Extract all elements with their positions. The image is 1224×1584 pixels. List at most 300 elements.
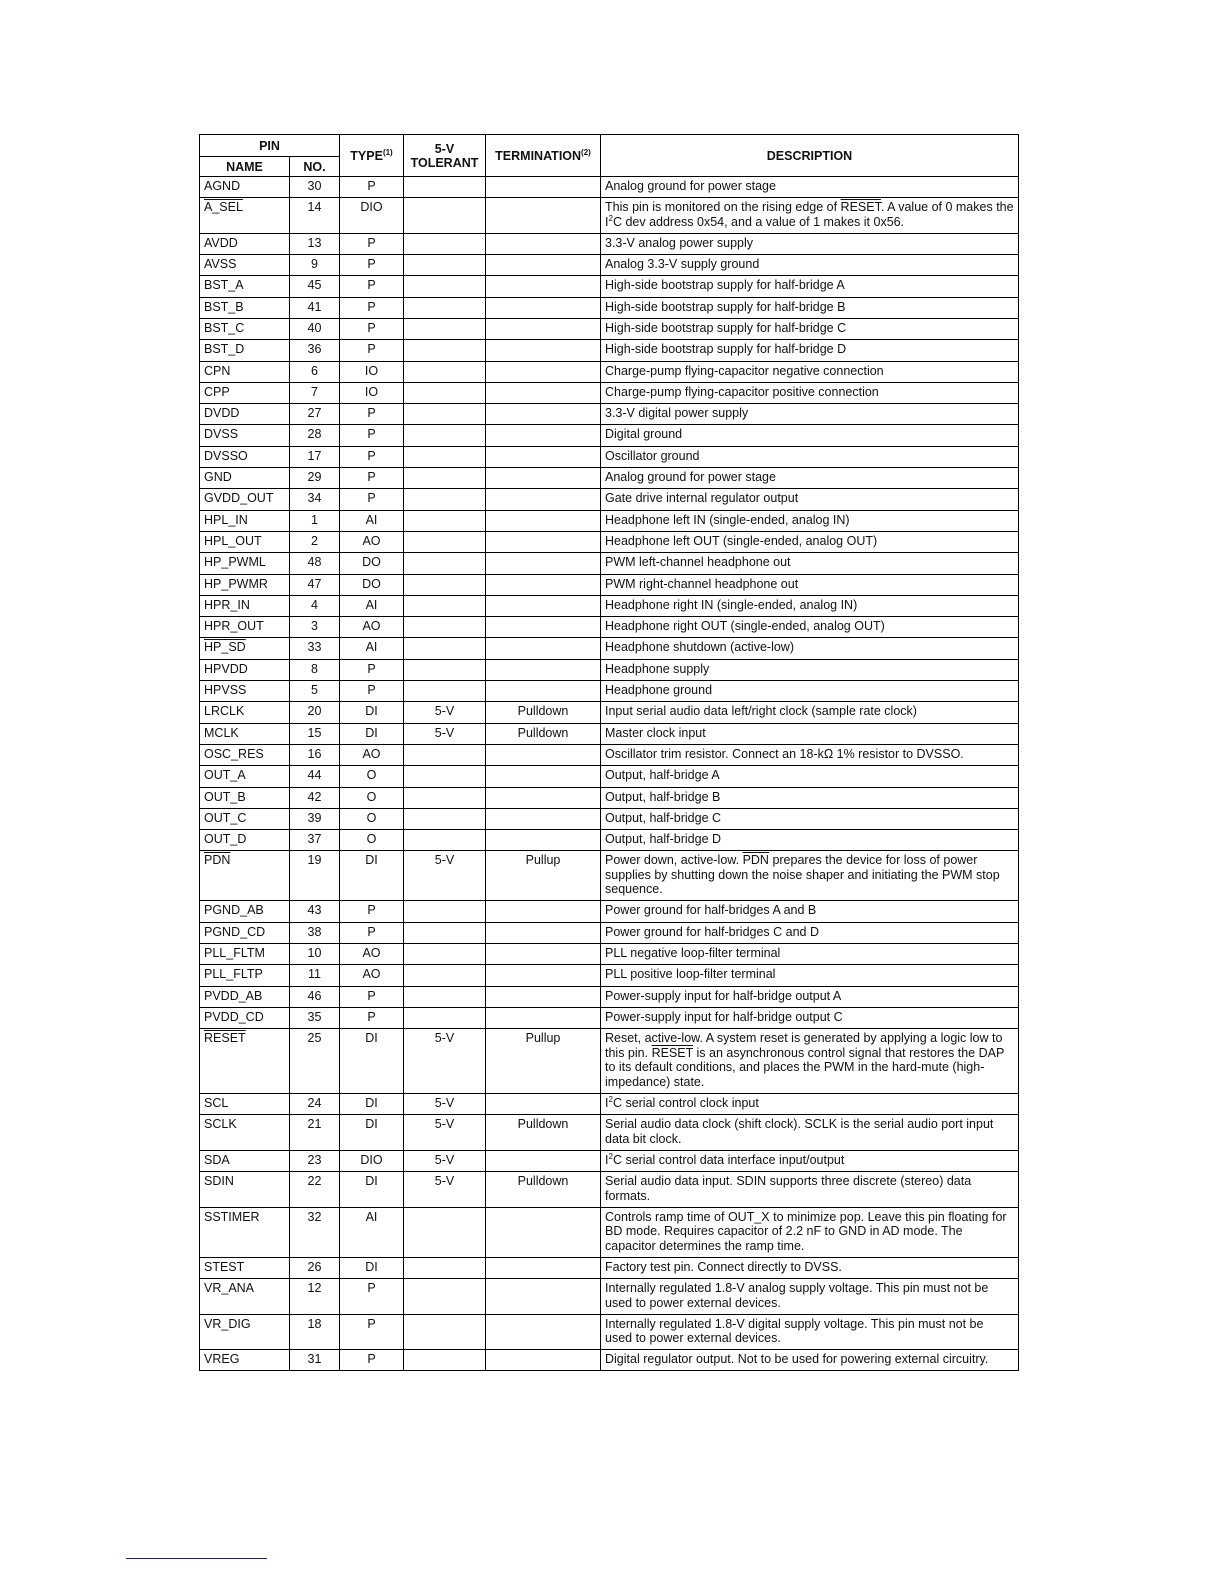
pin-name-cell: OUT_B xyxy=(200,787,290,808)
pin-type-cell: DI xyxy=(340,1094,404,1115)
table-row xyxy=(200,922,1019,943)
pin-name-cell: OUT_D xyxy=(200,830,290,851)
pin-name-cell: BST_C xyxy=(200,318,290,339)
pin-type-cell: O xyxy=(340,787,404,808)
pin-termination-cell xyxy=(486,681,601,702)
pin-name-cell: OUT_A xyxy=(200,766,290,787)
pin-termination-cell xyxy=(486,595,601,616)
pin-number-cell: 43 xyxy=(290,901,340,922)
pin-number-cell: 16 xyxy=(290,744,340,765)
pin-type-cell: DI xyxy=(340,702,404,723)
pin-number-cell: 10 xyxy=(290,944,340,965)
pin-5v-tolerant-cell: 5-V xyxy=(404,1115,486,1151)
pin-type-cell: DIO xyxy=(340,1150,404,1171)
pin-type-cell: AI xyxy=(340,638,404,659)
pin-type-cell: P xyxy=(340,255,404,276)
pin-number-cell: 20 xyxy=(290,702,340,723)
pin-number-cell: 37 xyxy=(290,830,340,851)
pin-description-cell: PLL negative loop-filter terminal xyxy=(601,944,1019,965)
pin-type-cell: P xyxy=(340,340,404,361)
pin-5v-tolerant-cell xyxy=(404,553,486,574)
pin-termination-cell xyxy=(486,1257,601,1278)
table-row xyxy=(200,1257,1019,1278)
description-fragment: RESET xyxy=(651,1045,694,1060)
pin-number-cell: 9 xyxy=(290,255,340,276)
pin-description-cell: PLL positive loop-filter terminal xyxy=(601,965,1019,986)
table-row xyxy=(200,744,1019,765)
pin-description-cell: Analog 3.3-V supply ground xyxy=(601,255,1019,276)
pin-type-cell: P xyxy=(340,1314,404,1350)
table-row xyxy=(200,986,1019,1007)
pin-type-cell: O xyxy=(340,808,404,829)
table-row xyxy=(200,851,1019,901)
pin-function-table xyxy=(199,134,1019,1371)
pin-5v-tolerant-cell xyxy=(404,901,486,922)
pin-type-cell: P xyxy=(340,318,404,339)
pin-5v-tolerant-cell xyxy=(404,233,486,254)
pin-description-cell: Digital regulator output. Not to be used for powering external circuitry. xyxy=(601,1350,1019,1371)
pin-number-cell: 40 xyxy=(290,318,340,339)
pin-description-cell: Output, half-bridge C xyxy=(601,808,1019,829)
pin-description-cell: PWM right-channel headphone out xyxy=(601,574,1019,595)
pin-termination-cell xyxy=(486,1007,601,1028)
pin-type-cell: DI xyxy=(340,1257,404,1278)
pin-termination-cell xyxy=(486,1350,601,1371)
pin-type-cell: P xyxy=(340,446,404,467)
pin-description-cell: Controls ramp time of OUT_X to minimize pop. Leave this pin floating for BD mode. Requires capacitor of 2.2 nF to GND in AD mode. The capacitor determines the ramp time. xyxy=(601,1207,1019,1257)
pin-type-cell: P xyxy=(340,986,404,1007)
pin-termination-cell xyxy=(486,404,601,425)
pin-name-cell: HP_PWMR xyxy=(200,574,290,595)
pin-number-cell: 28 xyxy=(290,425,340,446)
description-fragment: is an asynchronous control signal that restores the DAP to its default conditions, and places the PWM in the hard-mute (high-impedance) state. xyxy=(605,1045,1005,1089)
pin-termination-cell xyxy=(486,340,601,361)
pin-number-cell: 39 xyxy=(290,808,340,829)
pin-number-cell: 8 xyxy=(290,659,340,680)
pin-number-cell: 23 xyxy=(290,1150,340,1171)
pin-5v-tolerant-cell xyxy=(404,638,486,659)
pin-5v-tolerant-cell xyxy=(404,340,486,361)
pin-table-body xyxy=(200,177,1019,1371)
pin-number-cell: 21 xyxy=(290,1115,340,1151)
table-row xyxy=(200,1172,1019,1208)
pin-5v-tolerant-cell xyxy=(404,318,486,339)
pin-type-cell: P xyxy=(340,489,404,510)
pin-type-cell: P xyxy=(340,922,404,943)
pin-type-cell: P xyxy=(340,425,404,446)
description-fragment: C dev address 0x54, and a value of 1 makes it 0x56. xyxy=(612,214,905,229)
pin-name-cell: RESET xyxy=(200,1029,290,1094)
pin-type-cell: O xyxy=(340,830,404,851)
table-row xyxy=(200,901,1019,922)
pin-name-cell: AVDD xyxy=(200,233,290,254)
pin-5v-tolerant-cell: 5-V xyxy=(404,723,486,744)
pin-5v-tolerant-cell xyxy=(404,681,486,702)
pin-name-cell: HPR_IN xyxy=(200,595,290,616)
description-fragment: C serial control data interface input/output xyxy=(612,1152,845,1167)
table-row xyxy=(200,531,1019,552)
pin-name-cell: VR_ANA xyxy=(200,1279,290,1315)
description-fragment: $\overline{PDN}$ xyxy=(742,853,769,868)
pin-type-cell: DIO xyxy=(340,198,404,234)
pin-type-cell: DI xyxy=(340,1029,404,1094)
pin-name-cell: HPVSS xyxy=(200,681,290,702)
pin-5v-tolerant-cell xyxy=(404,944,486,965)
pin-name-cell: A_SEL xyxy=(200,198,290,234)
pin-description-cell: Digital ground xyxy=(601,425,1019,446)
pin-termination-cell xyxy=(486,177,601,198)
pin-description-cell xyxy=(601,1094,1019,1115)
pin-name-cell: GVDD_OUT xyxy=(200,489,290,510)
pin-number-cell: 2 xyxy=(290,531,340,552)
pin-termination-cell xyxy=(486,276,601,297)
pin-5v-tolerant-cell xyxy=(404,595,486,616)
pin-termination-cell: Pulldown xyxy=(486,1172,601,1208)
pin-5v-tolerant-cell xyxy=(404,617,486,638)
pin-5v-tolerant-cell xyxy=(404,177,486,198)
pin-number-cell: 42 xyxy=(290,787,340,808)
pin-5v-tolerant-cell: 5-V xyxy=(404,1150,486,1171)
pin-type-cell: AO xyxy=(340,617,404,638)
pin-type-cell: DI xyxy=(340,1115,404,1151)
header-termination: TERMINATION$^{(2)}$ xyxy=(486,135,601,177)
pin-5v-tolerant-cell xyxy=(404,922,486,943)
pin-name-cell: LRCLK xyxy=(200,702,290,723)
description-fragment: I xyxy=(605,1096,609,1111)
pin-description-cell: Oscillator ground xyxy=(601,446,1019,467)
table-row xyxy=(200,276,1019,297)
table-row xyxy=(200,297,1019,318)
table-row xyxy=(200,808,1019,829)
pin-number-cell: 38 xyxy=(290,922,340,943)
pin-description-cell xyxy=(601,1029,1019,1094)
pin-name-cell: SCL xyxy=(200,1094,290,1115)
pin-number-cell: 33 xyxy=(290,638,340,659)
pin-5v-tolerant-cell xyxy=(404,1350,486,1371)
table-row xyxy=(200,489,1019,510)
pin-description-cell: Charge-pump flying-capacitor positive connection xyxy=(601,382,1019,403)
pin-termination-cell xyxy=(486,1314,601,1350)
table-row xyxy=(200,1279,1019,1315)
description-fragment: 2 xyxy=(608,213,613,223)
pin-description-cell: Headphone supply xyxy=(601,659,1019,680)
pin-termination-cell xyxy=(486,198,601,234)
pin-termination-cell xyxy=(486,944,601,965)
pin-description-cell: Internally regulated 1.8-V digital supply voltage. This pin must not be used to power external devices. xyxy=(601,1314,1019,1350)
pin-name-cell: SDA xyxy=(200,1150,290,1171)
pin-type-cell: P xyxy=(340,297,404,318)
table-row xyxy=(200,787,1019,808)
pin-termination-cell xyxy=(486,1094,601,1115)
table-row xyxy=(200,404,1019,425)
description-fragment: This pin is monitored on the rising edge of xyxy=(605,200,841,215)
pin-type-cell: IO xyxy=(340,382,404,403)
pin-number-cell: 5 xyxy=(290,681,340,702)
pin-name-cell: PVDD_AB xyxy=(200,986,290,1007)
pin-description-cell: Headphone right IN (single-ended, analog IN) xyxy=(601,595,1019,616)
pin-5v-tolerant-cell xyxy=(404,965,486,986)
pin-number-cell: 22 xyxy=(290,1172,340,1208)
pin-termination-cell xyxy=(486,986,601,1007)
pin-name-cell: BST_B xyxy=(200,297,290,318)
description-fragment: 2 xyxy=(608,1151,613,1161)
pin-number-cell: 29 xyxy=(290,468,340,489)
footnote-divider xyxy=(126,1558,267,1559)
pin-number-cell: 41 xyxy=(290,297,340,318)
description-fragment: Reset, active-low. A system reset is generated by applying a logic low to this pin. xyxy=(605,1031,1003,1060)
pin-number-cell: 27 xyxy=(290,404,340,425)
pin-number-cell: 11 xyxy=(290,965,340,986)
table-row xyxy=(200,702,1019,723)
pin-type-cell: AI xyxy=(340,510,404,531)
table-row xyxy=(200,382,1019,403)
table-row xyxy=(200,944,1019,965)
pin-number-cell: 31 xyxy=(290,1350,340,1371)
pin-number-cell: 13 xyxy=(290,233,340,254)
pin-termination-cell xyxy=(486,425,601,446)
pin-description-cell: Headphone right OUT (single-ended, analog OUT) xyxy=(601,617,1019,638)
pin-type-cell: P xyxy=(340,1350,404,1371)
header-name: NAME xyxy=(200,157,290,177)
table-row xyxy=(200,830,1019,851)
table-row xyxy=(200,659,1019,680)
pin-5v-tolerant-cell: 5-V xyxy=(404,851,486,901)
table-row xyxy=(200,255,1019,276)
pin-description-cell: Power ground for half-bridges A and B xyxy=(601,901,1019,922)
pin-name-cell: AGND xyxy=(200,177,290,198)
table-row xyxy=(200,233,1019,254)
pin-description-cell: High-side bootstrap supply for half-bridge A xyxy=(601,276,1019,297)
pin-termination-cell xyxy=(486,659,601,680)
pin-5v-tolerant-cell xyxy=(404,766,486,787)
table-row xyxy=(200,766,1019,787)
pin-description-cell: Headphone left IN (single-ended, analog IN) xyxy=(601,510,1019,531)
pin-type-cell: P xyxy=(340,681,404,702)
pin-number-cell: 32 xyxy=(290,1207,340,1257)
pin-type-cell: P xyxy=(340,1279,404,1315)
pin-termination-cell: Pulldown xyxy=(486,702,601,723)
description-fragment: RESET xyxy=(840,200,881,215)
pin-description-cell: Headphone left OUT (single-ended, analog OUT) xyxy=(601,531,1019,552)
table-row xyxy=(200,361,1019,382)
table-row xyxy=(200,177,1019,198)
pin-5v-tolerant-cell xyxy=(404,446,486,467)
pin-description-cell: Charge-pump flying-capacitor negative connection xyxy=(601,361,1019,382)
table-row xyxy=(200,1007,1019,1028)
pin-5v-tolerant-cell xyxy=(404,510,486,531)
pin-description-cell: Input serial audio data left/right clock (sample rate clock) xyxy=(601,702,1019,723)
pin-5v-tolerant-cell xyxy=(404,297,486,318)
pin-5v-tolerant-cell xyxy=(404,986,486,1007)
pin-5v-tolerant-cell xyxy=(404,830,486,851)
table-row xyxy=(200,1150,1019,1171)
pin-description-cell: Output, half-bridge D xyxy=(601,830,1019,851)
pin-description-cell: Factory test pin. Connect directly to DVSS. xyxy=(601,1257,1019,1278)
pin-termination-cell xyxy=(486,922,601,943)
pin-termination-cell: Pulldown xyxy=(486,723,601,744)
pin-number-cell: 6 xyxy=(290,361,340,382)
pin-name-cell: HP_SD xyxy=(200,638,290,659)
pin-name-cell: PGND_AB xyxy=(200,901,290,922)
table-row xyxy=(200,595,1019,616)
pin-termination-cell xyxy=(486,574,601,595)
pin-5v-tolerant-cell xyxy=(404,808,486,829)
pin-termination-cell: Pullup xyxy=(486,851,601,901)
pin-termination-cell xyxy=(486,297,601,318)
table-row xyxy=(200,574,1019,595)
pin-number-cell: 45 xyxy=(290,276,340,297)
pin-name-cell: PLL_FLTM xyxy=(200,944,290,965)
description-fragment: 2 xyxy=(608,1095,613,1105)
pin-name-cell: SDIN xyxy=(200,1172,290,1208)
table-row xyxy=(200,723,1019,744)
pin-description-cell: Power ground for half-bridges C and D xyxy=(601,922,1019,943)
pin-type-cell: AO xyxy=(340,744,404,765)
pin-description-cell: 3.3-V digital power supply xyxy=(601,404,1019,425)
pin-5v-tolerant-cell: 5-V xyxy=(404,1172,486,1208)
pin-type-cell: P xyxy=(340,276,404,297)
pin-termination-cell xyxy=(486,233,601,254)
header-description: DESCRIPTION xyxy=(601,135,1019,177)
pin-5v-tolerant-cell xyxy=(404,276,486,297)
pin-number-cell: 18 xyxy=(290,1314,340,1350)
pin-description-cell: High-side bootstrap supply for half-bridge C xyxy=(601,318,1019,339)
pin-termination-cell xyxy=(486,553,601,574)
pin-name-cell: PGND_CD xyxy=(200,922,290,943)
pin-description-cell: Master clock input xyxy=(601,723,1019,744)
pin-5v-tolerant-cell: 5-V xyxy=(404,1029,486,1094)
pin-type-cell: DI xyxy=(340,723,404,744)
pin-name-cell: DVSSO xyxy=(200,446,290,467)
pin-termination-cell xyxy=(486,468,601,489)
pin-name-cell: DVDD xyxy=(200,404,290,425)
pin-termination-cell xyxy=(486,318,601,339)
description-fragment: C serial control clock input xyxy=(612,1096,759,1111)
pin-number-cell: 12 xyxy=(290,1279,340,1315)
pin-description-cell xyxy=(601,1150,1019,1171)
pin-5v-tolerant-cell xyxy=(404,744,486,765)
pin-number-cell: 30 xyxy=(290,177,340,198)
pin-number-cell: 4 xyxy=(290,595,340,616)
pin-5v-tolerant-cell xyxy=(404,1279,486,1315)
pin-number-cell: 34 xyxy=(290,489,340,510)
table-row xyxy=(200,318,1019,339)
pin-termination-cell xyxy=(486,766,601,787)
pin-termination-cell xyxy=(486,446,601,467)
table-row xyxy=(200,1029,1019,1094)
pin-description-cell: Output, half-bridge B xyxy=(601,787,1019,808)
pin-type-cell: DO xyxy=(340,553,404,574)
pin-name-cell: MCLK xyxy=(200,723,290,744)
pin-name-cell: CPN xyxy=(200,361,290,382)
pin-5v-tolerant-cell xyxy=(404,382,486,403)
pin-termination-cell xyxy=(486,617,601,638)
pin-5v-tolerant-cell xyxy=(404,425,486,446)
pin-5v-tolerant-cell xyxy=(404,198,486,234)
pin-type-cell: P xyxy=(340,901,404,922)
pin-description-cell: Power-supply input for half-bridge output C xyxy=(601,1007,1019,1028)
pin-type-cell: P xyxy=(340,233,404,254)
pin-description-cell: Headphone shutdown (active-low) xyxy=(601,638,1019,659)
pin-description-cell: Headphone ground xyxy=(601,681,1019,702)
pin-number-cell: 48 xyxy=(290,553,340,574)
pin-description-cell xyxy=(601,851,1019,901)
pin-type-cell: IO xyxy=(340,361,404,382)
pin-description-cell: High-side bootstrap supply for half-bridge D xyxy=(601,340,1019,361)
pin-termination-cell xyxy=(486,1150,601,1171)
table-row xyxy=(200,468,1019,489)
table-row xyxy=(200,340,1019,361)
pin-termination-cell xyxy=(486,531,601,552)
table-row xyxy=(200,1115,1019,1151)
pin-termination-cell xyxy=(486,901,601,922)
pin-5v-tolerant-cell xyxy=(404,1257,486,1278)
table-row xyxy=(200,510,1019,531)
header-type: TYPE$^{(1)}$ xyxy=(340,135,404,177)
pin-termination-cell xyxy=(486,1207,601,1257)
pin-name-cell: SCLK xyxy=(200,1115,290,1151)
pin-termination-cell xyxy=(486,787,601,808)
pin-name-cell: PLL_FLTP xyxy=(200,965,290,986)
pin-type-cell: AI xyxy=(340,1207,404,1257)
pin-type-cell: P xyxy=(340,1007,404,1028)
pin-name-cell: PVDD_CD xyxy=(200,1007,290,1028)
pin-number-cell: 44 xyxy=(290,766,340,787)
pin-number-cell: 17 xyxy=(290,446,340,467)
pin-name-cell: CPP xyxy=(200,382,290,403)
table-row xyxy=(200,1207,1019,1257)
pin-type-cell: P xyxy=(340,659,404,680)
pin-description-cell: Oscillator trim resistor. Connect an 18-kΩ 1% resistor to DVSSO. xyxy=(601,744,1019,765)
pin-name-cell: VREG xyxy=(200,1350,290,1371)
pin-description-cell: Analog ground for power stage xyxy=(601,177,1019,198)
table-row xyxy=(200,638,1019,659)
pin-type-cell: P xyxy=(340,468,404,489)
pin-type-cell: DI xyxy=(340,851,404,901)
pin-number-cell: 36 xyxy=(290,340,340,361)
pin-type-cell: AO xyxy=(340,965,404,986)
pin-type-cell: DO xyxy=(340,574,404,595)
pin-description-cell: Serial audio data input. SDIN supports three discrete (stereo) data formats. xyxy=(601,1172,1019,1208)
pin-number-cell: 1 xyxy=(290,510,340,531)
pin-termination-cell xyxy=(486,744,601,765)
description-fragment: prepares the device for loss of power supplies by shutting down the noise shaper and initiating the PWM stop sequence. xyxy=(605,853,1000,897)
pin-number-cell: 47 xyxy=(290,574,340,595)
pin-termination-cell xyxy=(486,510,601,531)
pin-description-cell: Output, half-bridge A xyxy=(601,766,1019,787)
pin-5v-tolerant-cell xyxy=(404,1207,486,1257)
pin-termination-cell xyxy=(486,382,601,403)
pin-number-cell: 35 xyxy=(290,1007,340,1028)
pin-number-cell: 15 xyxy=(290,723,340,744)
pin-name-cell: HPL_OUT xyxy=(200,531,290,552)
pin-type-cell: AI xyxy=(340,595,404,616)
pin-number-cell: 25 xyxy=(290,1029,340,1094)
pin-number-cell: 3 xyxy=(290,617,340,638)
pin-termination-cell xyxy=(486,1279,601,1315)
pin-5v-tolerant-cell xyxy=(404,1314,486,1350)
pin-number-cell: 7 xyxy=(290,382,340,403)
pin-5v-tolerant-cell xyxy=(404,531,486,552)
pin-name-cell: GND xyxy=(200,468,290,489)
pin-number-cell: 19 xyxy=(290,851,340,901)
table-row xyxy=(200,446,1019,467)
header-no: NO. xyxy=(290,157,340,177)
pin-name-cell: STEST xyxy=(200,1257,290,1278)
table-row xyxy=(200,553,1019,574)
pin-termination-cell xyxy=(486,638,601,659)
pin-name-cell: OUT_C xyxy=(200,808,290,829)
